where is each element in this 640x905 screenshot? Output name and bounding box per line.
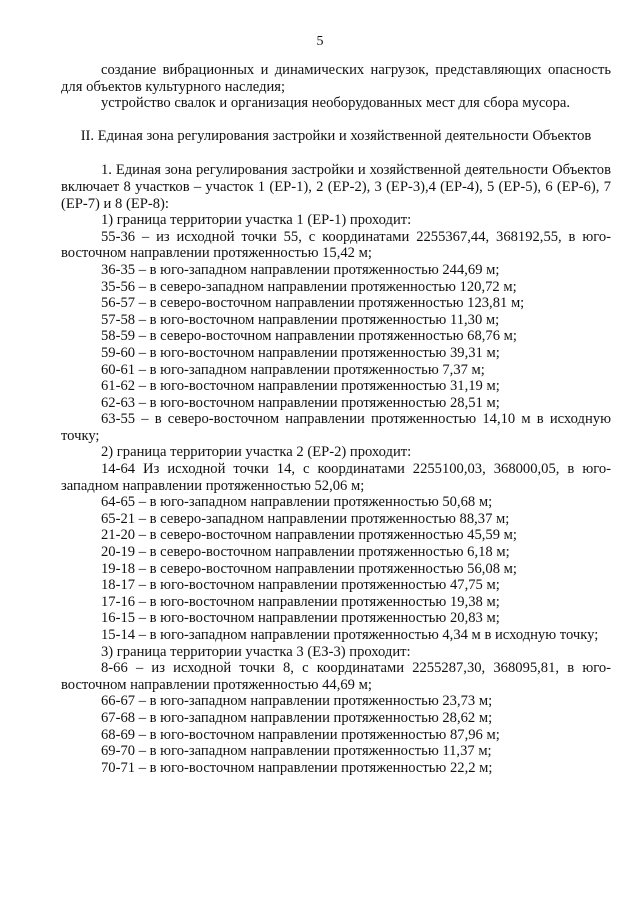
boundary-line: 60-61 – в юго-западном направлении протяженностью 7,37 м; [101,361,485,378]
boundary-line: 8-66 – из исходной точки 8, с координатами 2255287,30, 368095,81, в юго-восточном направлении протяженностью 44,69 м; [61,660,611,693]
boundary-line: 64-65 – в юго-западном направлении протяженностью 50,68 м; [101,494,493,511]
boundary-line: 66-67 – в юго-западном направлении протяженностью 23,73 м; [101,693,493,710]
boundary-line: 14-64 Из исходной точки 14, с координатами 2255100,03, 368000,05, в юго-западном направлении протяженностью 52,06 м; [61,461,611,494]
intro-paragraph-2: устройство свалок и организация необорудованных мест для сбора мусора. [101,95,571,112]
section-title: II. Единая зона регулирования застройки и хозяйственной деятельности Объектов [80,127,592,144]
part-3-heading: 3) граница территории участка 3 (ЕЗ-3) проходит: [101,643,411,660]
boundary-line: 15-14 – в юго-западном направлении протяженностью 4,34 м в исходную точку; [101,627,599,643]
boundary-line: 57-58 – в юго-восточном направлении протяженностью 11,30 м; [101,311,500,328]
boundary-line: 36-35 – в юго-западном направлении протяженностью 244,69 м; [101,261,500,278]
intro-paragraph-1: создание вибрационных и динамических нагрузок, представляющих опасность для объектов культурного наследия; [61,62,611,95]
item-1-paragraph: 1. Единая зона регулирования застройки и хозяйственной деятельности Объектов включает 8 участков – участок 1 (ЕР-1), 2 (ЕР-2), 3 (ЕР-3),4 (ЕР-4), 5 (ЕР-5), 6 (ЕР-6), 7 (ЕР-7) и 8 (ЕР-8): [61,162,611,212]
document-body [61,62,611,776]
boundary-line: 17-16 – в юго-восточном направлении протяженностью 19,38 м; [101,593,500,610]
boundary-line: 55-36 – из исходной точки 55, с координатами 2255367,44, 368192,55, в юго-восточном направлении протяженностью 15,42 м; [61,228,611,262]
boundary-line: 68-69 – в юго-восточном направлении протяженностью 87,96 м; [101,726,500,743]
boundary-line: 69-70 – в юго-западном направлении протяженностью 11,37 м; [101,743,492,760]
boundary-line: 59-60 – в юго-восточном направлении протяженностью 39,31 м; [101,344,500,361]
boundary-line: 63-55 – в северо-восточном направлении протяженностью 14,10 м в исходную точку; [61,411,611,444]
boundary-line: 35-56 – в северо-западном направлении протяженностью 120,72 м; [101,278,517,295]
boundary-line: 65-21 – в северо-западном направлении протяженностью 88,37 м; [101,510,510,527]
boundary-line: 58-59 – в северо-восточном направлении протяженностью 68,76 м; [101,328,517,345]
boundary-line: 20-19 – в северо-восточном направлении протяженностью 6,18 м; [101,544,510,561]
part-1-heading: 1) граница территории участка 1 (ЕР-1) проходит: [101,212,412,229]
boundary-line: 21-20 – в северо-восточном направлении протяженностью 45,59 м; [101,527,517,544]
boundary-line: 61-62 – в юго-восточном направлении протяженностью 31,19 м; [101,378,500,395]
boundary-line: 62-63 – в юго-восточном направлении протяженностью 28,51 м; [101,394,500,411]
part-2-heading: 2) граница территории участка 2 (ЕР-2) проходит: [101,444,412,461]
boundary-line: 18-17 – в юго-восточном направлении протяженностью 47,75 м; [101,577,500,594]
boundary-line: 67-68 – в юго-западном направлении протяженностью 28,62 м; [101,709,493,726]
boundary-line: 16-15 – в юго-восточном направлении протяженностью 20,83 м; [101,610,500,627]
boundary-line: 70-71 – в юго-восточном направлении протяженностью 22,2 м; [101,759,493,776]
boundary-line: 19-18 – в северо-восточном направлении протяженностью 56,08 м; [101,560,517,577]
boundary-line: 56-57 – в северо-восточном направлении протяженностью 123,81 м; [101,295,525,312]
page-number: 5 [316,34,324,49]
